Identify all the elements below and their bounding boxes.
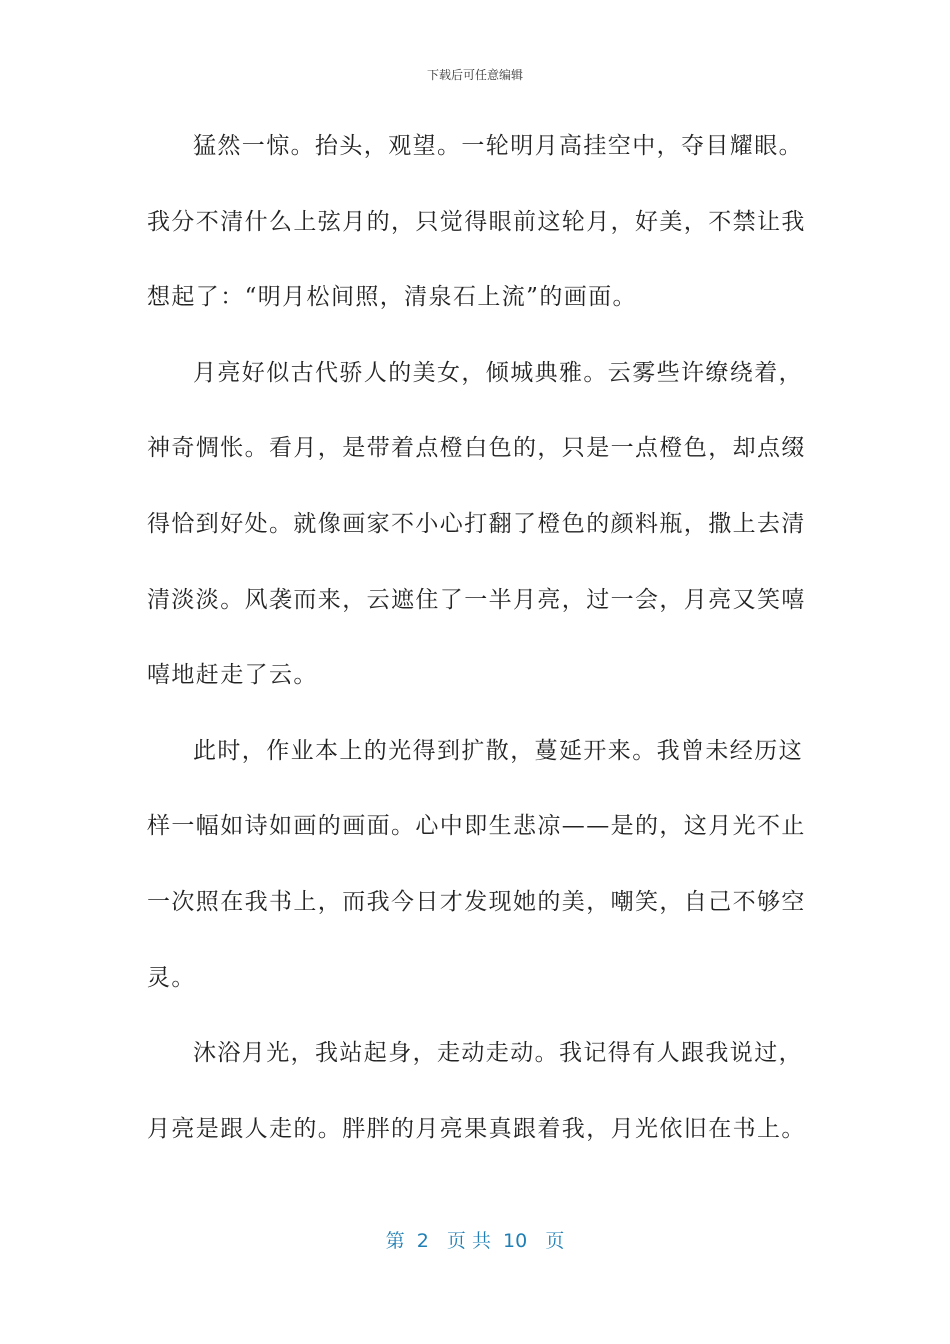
paragraph-4-line-2: 月亮是跟人走的。胖胖的月亮果真跟着我，月光依旧在书上。 [147, 1115, 806, 1142]
paragraph-3-line-2: 样一幅如诗如画的画面。心中即生悲凉——是的，这月光不止 [147, 813, 806, 840]
paragraph-2-line-2: 神奇惆怅。看月，是带着点橙白色的，只是一点橙色，却点缀 [147, 435, 806, 462]
paragraph-2-line-4: 清淡淡。风袭而来，云遮住了一半月亮，过一会，月亮又笑嘻 [147, 586, 806, 613]
paragraph-3-line-3: 一次照在我书上，而我今日才发现她的美，嘲笑，自己不够空 [147, 888, 806, 915]
paragraph-1-line-3: 想起了：“明月松间照，清泉石上流”的画面。 [147, 284, 637, 311]
paragraph-1-line-1: 猛然一惊。抬头，观望。一轮明月高挂空中，夺目耀眼。 [193, 133, 803, 159]
paragraph-4-line-1: 沐浴月光，我站起身，走动走动。我记得有人跟我说过， [193, 1040, 803, 1067]
paragraph-3-line-1: 此时，作业本上的光得到扩散，蔓延开来。我曾未经历这 [193, 737, 803, 764]
document-body [147, 126, 806, 1184]
paragraph-3-line-4: 灵。 [147, 964, 196, 991]
paragraph-1-line-2: 我分不清什么上弦月的，只觉得眼前这轮月，好美，不禁让我 [147, 208, 806, 235]
page-footer-number: 第 2 页 共 10 页 [385, 1230, 565, 1252]
paragraph-2-line-3: 得恰到好处。就像画家不小心打翻了橙色的颜料瓶，撒上去清 [147, 510, 806, 537]
paragraph-2-line-1: 月亮好似古代骄人的美女，倾城典雅。云雾些许缭绕着， [193, 359, 803, 386]
page-header-note: 下载后可任意编辑 [426, 68, 523, 82]
paragraph-2-line-5: 嘻地赶走了云。 [147, 662, 318, 689]
